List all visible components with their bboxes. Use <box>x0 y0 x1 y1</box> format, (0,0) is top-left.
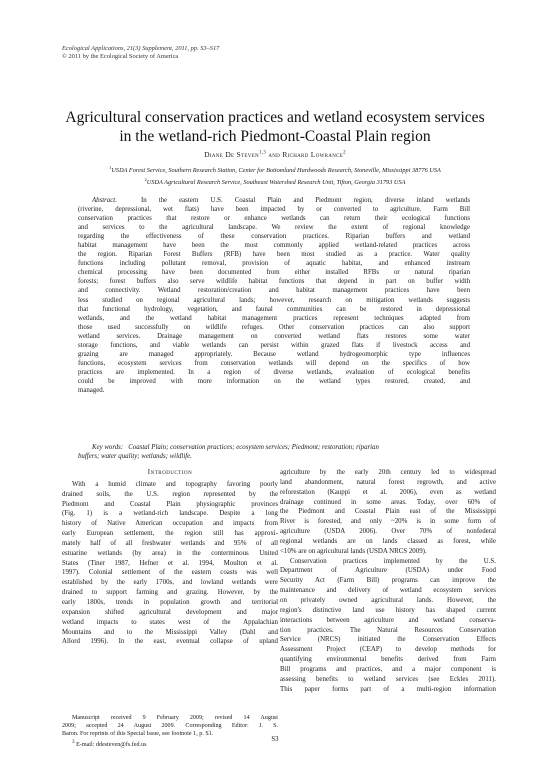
author-conjunction: and <box>268 150 281 159</box>
body-line: Department of Agriculture (USDA) under Food <box>280 567 496 575</box>
footnote-line: 2009; accepted 24 August 2009. Corresponding Editor: J. S. <box>62 723 278 730</box>
page-number: S3 <box>271 736 279 743</box>
abstract-line: the region. Riparian Forest Buffers (RFB) have been most studied as a practice. Water quality <box>78 251 470 259</box>
body-line: Allord 1996). In the east, eventual collapse of upland <box>62 638 278 646</box>
body-line: States (Tiner 1987, Hefner et al. 1994, Moulton et al. <box>62 559 278 567</box>
body-line: drainage continued in some areas. Today, over 60% of <box>280 498 496 506</box>
journal-citation: Ecological Applications, 21(3) Supplement, 2011, pp. S3–S17 <box>62 45 220 52</box>
body-line: early 1800s, trends in population growth and territorial <box>62 598 278 606</box>
body-line: River is forested, and only ~20% is in some form of <box>280 518 496 526</box>
abstract-line-text: In the eastern U.S. Coastal Plain and Piedmont region, diverse inland wetlands <box>140 197 470 204</box>
abstract-line: (riverine, depressional, wet flats) have been impacted by or converted to agriculture. Farm Bill <box>78 206 470 214</box>
abstract-line: chemical processing have been documented from either installed RFBs or natural riparian <box>78 269 470 277</box>
abstract-line: wetland services. Drainage management on converted wetland flats restores some water <box>78 332 470 340</box>
title-line-2: in the wetland-rich Piedmont-Coastal Plain region <box>119 128 431 145</box>
affiliations <box>60 163 490 187</box>
abstract-line: functions including pollutant removal, provision of aquatic habitat, and enhanced instream <box>78 260 470 268</box>
abstract-line: practices are implemented. In a region of diverse wetlands, evaluation of ecological benefits <box>78 368 470 376</box>
keywords <box>78 443 470 461</box>
keywords-line-2: buffers; water quality; wetlands; wildlife. <box>78 453 192 461</box>
abstract <box>78 196 470 395</box>
abstract-line: and services to the agricultural landscape. We review the extent of regional knowledge <box>78 224 470 232</box>
title-line-1: Agricultural conservation practices and wetland ecosystem services <box>65 109 485 126</box>
copyright-notice: © 2011 by the Ecological Society of America <box>62 53 179 60</box>
affiliation-2 <box>60 175 490 187</box>
body-column-right <box>280 468 496 694</box>
body-line: Mountains and to the Mississippi Valley (Dahl and <box>62 628 278 636</box>
body-line: Piedmont and Coastal Plain physiographic provinces <box>62 500 278 508</box>
body-line: drained to support farming and grazing. However, by the <box>62 589 278 597</box>
abstract-line: regarding the effectiveness of these conservation practices. Riparian buffers and wetland <box>78 233 470 241</box>
footnote-line: Manuscript received 9 February 2009; revised 14 August <box>72 715 278 721</box>
abstract-line: those used successfully on wildlife refuges. Other conservation practices can also support <box>78 323 470 331</box>
body-line: maintenance and delivery of wetland ecosystem services <box>280 587 496 595</box>
body-line: region's distinctive land use history has shaped current <box>280 606 496 614</box>
keywords-label: Key words: <box>92 444 124 451</box>
body-line: This paper forms part of a multi-region information <box>280 685 496 693</box>
abstract-line: managed. <box>78 386 105 394</box>
author-1-name: Diane De Steven <box>204 150 259 159</box>
body-line: Bill programs and practices, and a major component is <box>280 665 496 673</box>
body-line: drained soils, the U.S. region represented by the <box>62 490 278 498</box>
abstract-label: Abstract. <box>92 197 117 204</box>
body-line: Service (NRCS) initiated the Conservation Effects <box>280 636 496 644</box>
footnote-email-text: E-mail: ddesteven@fs.fed.us <box>76 742 147 749</box>
body-line: history of Native American occupation and impacts from <box>62 520 278 528</box>
body-line: wetland impacts to states west of the Appalachian <box>62 618 278 626</box>
footnote-line: Baron. For reprints of this Special Issue, see footnote 1, p. S1. <box>62 731 214 738</box>
body-line: assessing benefits to wetland services (see Eckles 2011). <box>280 675 496 683</box>
abstract-line: forests; forest buffers also serve wildlife habitat functions that depend in part on buffer width <box>78 278 470 286</box>
body-line: the Piedmont and Coastal Plain east of the Mississippi <box>280 508 496 516</box>
body-line: With a humid climate and topography favoring poorly <box>72 480 278 488</box>
body-line: quantifying environmental benefits derived from Farm <box>280 656 496 664</box>
abstract-line: functions, ecosystem services from conservation wetlands will depend on the specifics of how <box>78 359 470 367</box>
body-column-left <box>62 468 278 647</box>
body-line: regional wetlands are on lands classed as forest, while <box>280 537 496 545</box>
abstract-line: habitat management have been the most commonly applied wetland-related practices across <box>78 242 470 250</box>
body-line: Security Act (Farm Bill) programs can improve the <box>280 577 496 585</box>
author-list <box>40 150 510 159</box>
body-line: on privately owned agricultural lands. However, the <box>280 596 496 604</box>
abstract-line <box>78 196 470 205</box>
footnote-email-sup: 3 <box>72 739 75 746</box>
abstract-line: storage functions, and viable wetlands can persist within grazed flats if livestock access and <box>78 341 470 349</box>
body-line: estuarine wetlands (by area) in the conterminous United <box>62 549 278 557</box>
section-heading-introduction: Introduction <box>147 469 193 476</box>
affiliation-1 <box>60 163 490 175</box>
author-2-name: Richard Lowrance <box>282 150 344 159</box>
running-head <box>62 45 219 61</box>
body-line: <10% are on agricultural lands (USDA NRCS 2009). <box>280 547 427 555</box>
abstract-line: less studied on regional agricultural lands; however, research on mitigation wetlands suggests <box>78 296 470 304</box>
body-line: early European settlement, the region still has approxi- <box>62 530 278 538</box>
body-line: agriculture (USDA 2006). Over 70% of nonfederal <box>280 528 496 536</box>
abstract-line: wetlands, and the wetland habitat management practices represent techniques adapted from <box>78 314 470 322</box>
footnotes <box>62 714 278 749</box>
affiliation-2-text: USDA Agricultural Research Service, Southeast Watershed Research Unit, Tifton, Georgia 31793 USA <box>146 179 406 187</box>
article-title <box>40 108 510 146</box>
body-line: tion practices. The Natural Resources Conservation <box>280 626 496 634</box>
body-line: land abandonment, natural forest regrowth, and active <box>280 478 496 486</box>
body-line: mately half of all freshwater wetlands and 95% of all <box>62 539 278 547</box>
body-line: established by the early 1700s, and lowland wetlands were <box>62 579 278 587</box>
body-line: expansion shifted agricultural development and major <box>62 608 278 616</box>
affiliation-1-text: USDA Forest Service, Southern Research Station, Center for Bottomland Hardwoods Research, Stoneville, Mississippi 38776 USA <box>111 167 441 175</box>
body-line: (Fig. 1) is a wetland-rich landscape. Despite a long <box>62 510 278 518</box>
body-line: Conservation practices implemented by the U.S. <box>290 557 496 565</box>
abstract-line: grazing are managed appropriately. Because wetland hydrogeomorphic type influences <box>78 350 470 358</box>
keywords-line-1 <box>78 443 470 452</box>
keywords-text-1: Coastal Plain; conservation practices; ecosystem services; Piedmont; restoration; riparian <box>128 444 379 451</box>
abstract-line: and connectivity. Wetland restoration/creation and habitat management practices have been <box>78 287 470 295</box>
abstract-line: could be improved with more information on the wetland types restored, created, and <box>78 377 470 385</box>
body-line: reforestation (Kauppi et al. 2006), even as wetland <box>280 488 496 496</box>
abstract-line: that functional hydrology, vegetation, and faunal communities can be restored in depressional <box>78 305 470 313</box>
body-line: Assessment Project (CEAP) to develop methods for <box>280 646 496 654</box>
author-2-sup: 2 <box>343 150 346 156</box>
author-1-sup: 1,3 <box>258 150 267 156</box>
body-line: agriculture by the early 20th century led to widespread <box>280 469 496 476</box>
affiliation-2-sup: 2 <box>144 177 147 183</box>
affiliation-1-sup: 1 <box>109 165 112 170</box>
abstract-line: conservation practices that restore or enhance wetlands can return their ecological functions <box>78 215 470 223</box>
body-line: 1997). Colonial settlement of the eastern coasts was well <box>62 569 278 577</box>
body-line: interactions between agriculture and wetland conserva- <box>280 616 496 624</box>
